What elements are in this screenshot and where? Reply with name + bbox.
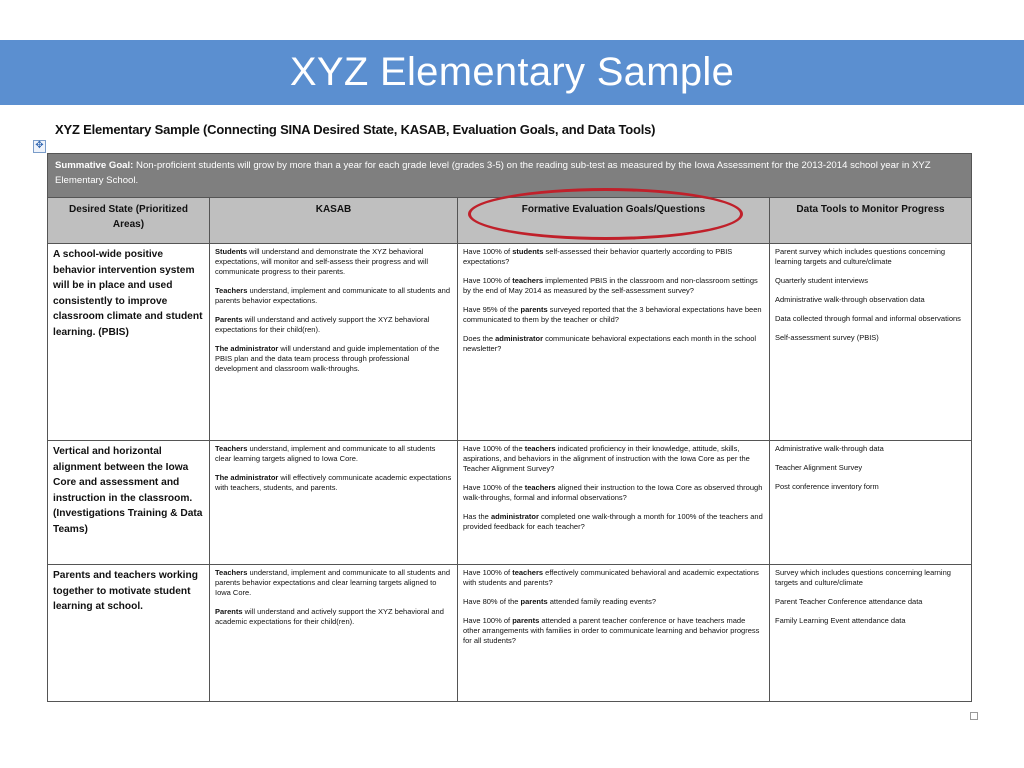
desired-state-cell: Parents and teachers working together to motivate student learning at school. [48, 565, 210, 702]
summative-goal-label: Summative Goal: [55, 160, 134, 171]
data-tools-cell [770, 565, 972, 702]
table-row [48, 244, 972, 441]
summative-goal-row [48, 154, 972, 198]
slide-title: XYZ Elementary Sample [289, 50, 735, 94]
data-tool-item: Administrative walk-through observation data [775, 295, 925, 304]
data-tool-item: Teacher Alignment Survey [775, 463, 863, 472]
formative-cell [458, 244, 770, 441]
formative-item: Have 100% of the teachers indicated proficiency in their knowledge, attitude, skills, aspirations, and behaviors in the alignment of instruction with the Iowa Core as per the Teacher Alignment Survey? [463, 444, 750, 473]
data-tools-cell [770, 244, 972, 441]
kasab-item: Teachers understand, implement and communicate to all students and parents behavior expectations. [215, 286, 451, 305]
data-tool-item: Family Learning Event attendance data [775, 616, 906, 625]
kasab-item: The administrator will understand and guide implementation of the PBIS plan and the data team process through professional development and classroom walk-throughs. [215, 344, 440, 373]
data-tools-cell [770, 441, 972, 565]
desired-state-cell: A school-wide positive behavior intervention system will be in place and used consistently to improve classroom climate and student learning. (PBIS) [48, 244, 210, 441]
title-banner [0, 40, 1024, 105]
kasab-cell [210, 244, 458, 441]
formative-item: Does the administrator communicate behavioral expectations each month in the school newsletter? [463, 334, 757, 353]
header-formative: Formative Evaluation Goals/Questions [458, 198, 770, 244]
desired-state-cell: Vertical and horizontal alignment between the Iowa Core and assessment and instruction in the classroom. (Investigations Training & Data Teams) [48, 441, 210, 565]
move-arrows-icon[interactable]: ✥ [33, 140, 46, 153]
kasab-item: Teachers understand, implement and communicate to all students clear learning targets aligned to Iowa Core. [215, 444, 436, 463]
plan-table [47, 153, 972, 702]
resize-handle-icon[interactable] [970, 712, 978, 720]
data-tool-item: Survey which includes questions concerning learning targets and culture/climate [775, 568, 951, 587]
data-tool-item: Administrative walk-through data [775, 444, 884, 453]
formative-item: Have 95% of the parents surveyed reported that the 3 behavioral expectations have been communicated to them by the teacher or child? [463, 305, 762, 324]
formative-cell [458, 565, 770, 702]
formative-item: Have 100% of students self-assessed their behavior quarterly according to PBIS expectations? [463, 247, 733, 266]
header-desired-state: Desired State (Prioritized Areas) [48, 198, 210, 244]
kasab-item: Parents will understand and actively support the XYZ behavioral expectations for their child(ren). [215, 315, 430, 334]
formative-item: Have 100% of parents attended a parent teacher conference or have teachers made other arrangements with families in order to communicate learning and behavior progress for all students? [463, 616, 760, 645]
data-tool-item: Post conference inventory form [775, 482, 879, 491]
summative-goal-cell [48, 154, 972, 198]
formative-item: Have 100% of teachers implemented PBIS in the classroom and non-classroom settings by the end of May 2014 as measured by the self-assessment survey? [463, 276, 758, 295]
document-heading: XYZ Elementary Sample (Connecting SINA Desired State, KASAB, Evaluation Goals, and Data Tools) [55, 122, 656, 137]
kasab-item: Students will understand and demonstrate the XYZ behavioral expectations, will monitor and self-assess their progress and will communicate progress to their parents. [215, 247, 429, 276]
kasab-item: Parents will understand and actively support the XYZ behavioral and academic expectations for their child(ren). [215, 607, 444, 626]
kasab-item: Teachers understand, implement and communicate to all students and parents behavior expectations and clear learning targets aligned to Iowa Core. [215, 568, 451, 597]
summative-goal-text: Non-proficient students will grow by more than a year for each grade level (grades 3-5) on the reading sub-test as measured by the Iowa Assessment for the 2013-2014 school year in XYZ Elementary School. [55, 160, 931, 186]
data-tool-item: Data collected through formal and informal observations [775, 314, 961, 323]
kasab-cell [210, 565, 458, 702]
formative-item: Have 100% of teachers effectively communicated behavioral and academic expectations with students and parents? [463, 568, 759, 587]
data-tool-item: Parent Teacher Conference attendance data [775, 597, 923, 606]
data-tool-item: Self-assessment survey (PBIS) [775, 333, 879, 342]
formative-item: Have 100% of the teachers aligned their instruction to the Iowa Core as observed through walk-throughs, formal and informal observations? [463, 483, 763, 502]
data-tool-item: Quarterly student interviews [775, 276, 868, 285]
header-data-tools: Data Tools to Monitor Progress [770, 198, 972, 244]
kasab-item: The administrator will effectively communicate academic expectations with teachers, students, and parents. [215, 473, 452, 492]
kasab-cell [210, 441, 458, 565]
table-row [48, 441, 972, 565]
data-tool-item: Parent survey which includes questions concerning learning targets and culture/climate [775, 247, 946, 266]
header-kasab: KASAB [210, 198, 458, 244]
formative-item: Have 80% of the parents attended family reading events? [463, 597, 657, 606]
formative-cell [458, 441, 770, 565]
header-row [48, 198, 972, 244]
table-row [48, 565, 972, 702]
formative-item: Has the administrator completed one walk-through a month for 100% of the teachers and provided feedback for each teacher? [463, 512, 763, 531]
